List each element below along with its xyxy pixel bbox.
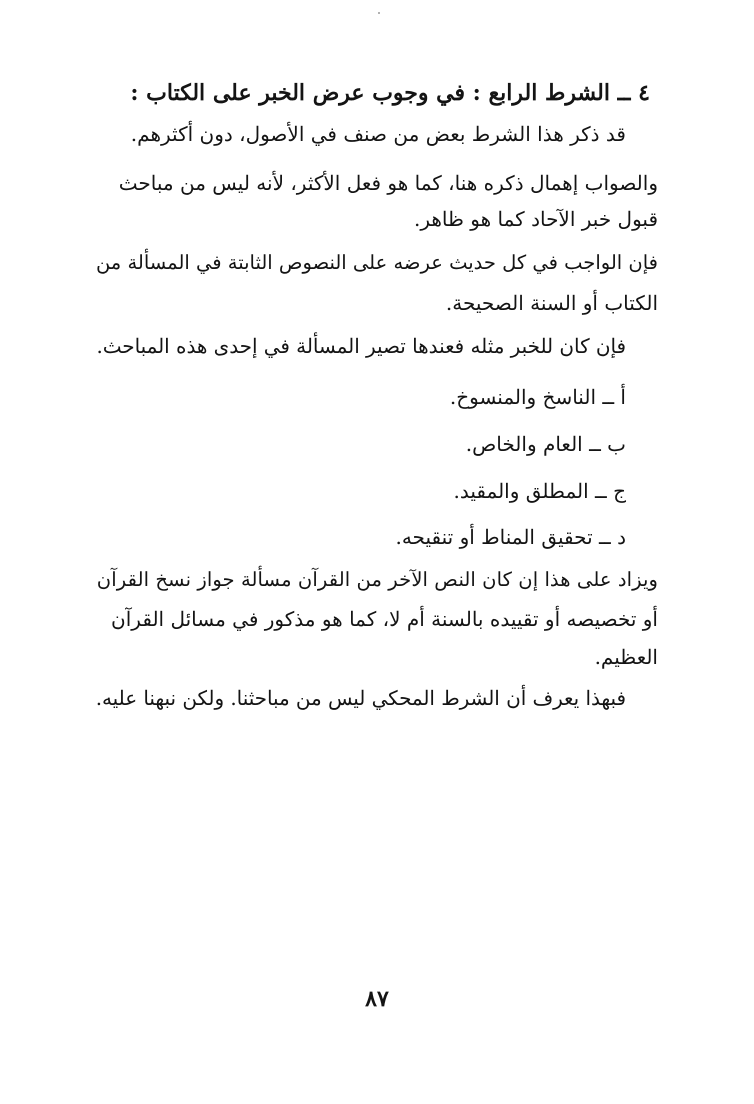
list-item-b: ب ــ العام والخاص. bbox=[465, 432, 626, 456]
paragraph-line-6: فإن كان للخبر مثله فعندها تصير المسألة في إحدى هذه المباحث. bbox=[96, 335, 626, 358]
paragraph-line-10: فبهذا يعرف أن الشرط المحكي ليس من مباحثنا. ولكن نبهنا عليه. bbox=[95, 687, 626, 710]
paragraph-line-4: فإن الواجب في كل حديث عرضه على النصوص الثابتة في المسألة من bbox=[95, 251, 658, 274]
page-number: ٨٧ bbox=[365, 986, 389, 1012]
scan-speck bbox=[378, 12, 380, 14]
list-item-a: أ ــ الناسخ والمنسوخ. bbox=[449, 385, 626, 409]
paragraph-line-9: العظيم. bbox=[594, 645, 658, 669]
paragraph-line-5: الكتاب أو السنة الصحيحة. bbox=[445, 291, 658, 315]
paragraph-line-7: ويزاد على هذا إن كان النص الآخر من القرآن مسألة جواز نسخ القرآن bbox=[96, 568, 658, 591]
paragraph-line-2: والصواب إهمال ذكره هنا، كما هو فعل الأكثر، لأنه ليس من مباحث bbox=[118, 171, 658, 195]
paragraph-line-1: قد ذكر هذا الشرط بعض من صنف في الأصول، دون أكثرهم. bbox=[130, 122, 626, 146]
section-heading: ٤ ــ الشرط الرابع : في وجوب عرض الخبر على الكتاب : bbox=[130, 80, 650, 106]
paragraph-line-3: قبول خبر الآحاد كما هو ظاهر. bbox=[413, 207, 658, 231]
list-item-d: د ــ تحقيق المناط أو تنقيحه. bbox=[395, 525, 626, 549]
list-item-c: ج ــ المطلق والمقيد. bbox=[453, 479, 626, 503]
paragraph-line-8: أو تخصيصه أو تقييده بالسنة أم لا، كما هو مذكور في مسائل القرآن bbox=[111, 607, 658, 631]
